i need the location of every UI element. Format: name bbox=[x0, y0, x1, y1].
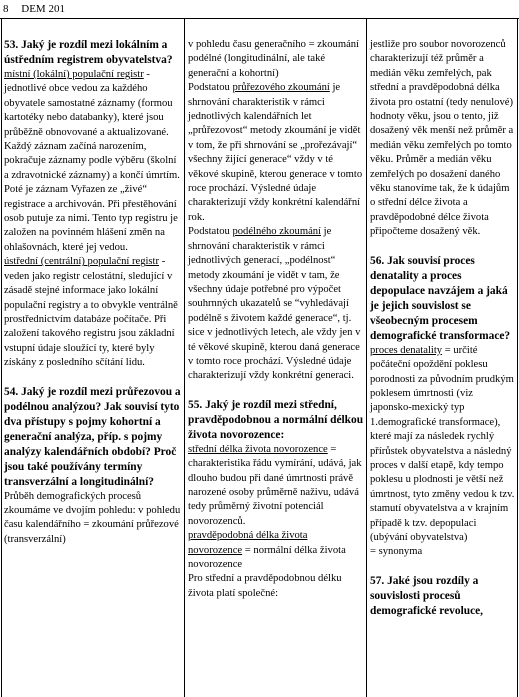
paragraph-continuation: jestliže pro soubor novorozenců charakterizují též průměr a medián věku zemřelých, pak střední a pravděpodobná délka života pro ostatní (tedy nenulové) hodnoty věku, jsou o tento, již dosažený věk menší než průměr a medián věku zemřelých po tomto věku. Průměr a medián věku zemřelých po dosažení daného věku stanovíme tak, že k údajům o střední délce života a pravděpodobné délce života připočteme dosažený věk. bbox=[370, 39, 514, 238]
paragraph-common: Pro střední a pravděpodobnou délku života platí společné: bbox=[188, 573, 342, 599]
paragraph-denatality bbox=[370, 344, 516, 546]
term-longitudinal: podélného zkoumání bbox=[232, 226, 322, 238]
column-divider-2 bbox=[366, 18, 367, 697]
column-divider-1 bbox=[184, 18, 185, 697]
question-53: 53. Jaký je rozdíl mezi lokálním a ústředním registrem obyvatelstva? bbox=[4, 39, 173, 66]
question-54: 54. Jaký je rozdíl mezi průřezovou a podélnou analýzou? Jak souvisí tyto dva přístupy s pojmy kohortní a generační analýza, příp. s pojmy analýzy kalendářních období? Proč jsou také používány termíny transverzální a longitudinální? bbox=[4, 385, 181, 488]
page-title: DEM 201 bbox=[21, 3, 65, 15]
question-56: 56. Jak souvisí proces denatality a proces depopulace navzájem a jaká je jejich souvislost se všeobecným procesem demografické transformace? bbox=[370, 254, 511, 342]
table-border-right bbox=[517, 18, 518, 697]
term-central-registry: ústřední (centrální) populační registr bbox=[4, 256, 160, 268]
text-prefix: Podstatou bbox=[188, 226, 233, 238]
column-2 bbox=[188, 38, 364, 601]
column-1 bbox=[4, 38, 181, 547]
paragraph-life-expectancy bbox=[188, 443, 364, 529]
paragraph-probable-life bbox=[188, 529, 364, 572]
term-probable-life: pravděpodobná délka života novorozence bbox=[188, 530, 308, 556]
text-local-registry: - jednotlivé obce vedou za každého obyvatele samostatné záznamy (formou kartotéky nebo databanky), které jsou průběžně obnovované a aktualizované. Každý záznam začíná narozením, pokračuje záznamy podle výběru (školní a zdravotnické záznamy) a končí úmrtím. Poté je záznam Vyřazen ze „živé“ registrace a archivován. Při přestěhování osob putuje za nimi. Tento typ registru je založen na povinném hlášení změn na ohlašovnách, které jej vedou. bbox=[4, 69, 180, 253]
paragraph-54: Průběh demografických procesů zkoumáme ve dvojím pohledu: v pohledu času kalendářního = zkoumání průřezové (transverzální) bbox=[4, 490, 181, 545]
text-central-registry: - veden jako registr celostátní, sledující v zásadě stejné informace jako lokální populační registry a to obvykle ventrálně prostřednictvím databáze počítače. Při založení takového registru jsou základní vstupní údaje sloužící ty, které byly získány z posledního sčítání lidu. bbox=[4, 256, 178, 369]
paragraph-longitudinal-study bbox=[188, 225, 364, 383]
text-denatality: = určité počáteční opoždění poklesu porodnosti za původním prudkým poklesem úmrtnosti (viz japonsko-mexický typ 1.demografické transformace), které mají za následek rychlý přírůstek obyvatelstva a následný proces v další etapě, kdy tempo poklesu u plodnosti je větší než úmrtnost, tyto změny vedou k tzv. stamutí obyvatelstva a v krajním případě k tzv. depopulaci (ubývání obyvatelstva) bbox=[370, 344, 515, 543]
page-number: 8 bbox=[3, 3, 9, 15]
term-local-registry: místní (lokální) populační registr bbox=[4, 69, 144, 80]
paragraph-central-registry bbox=[4, 255, 181, 370]
header-divider bbox=[0, 18, 519, 19]
paragraph-longitudinal: v pohledu času generačního = zkoumání podélné (longitudinální, ale také generační a kohortní) bbox=[188, 39, 360, 79]
page-header bbox=[3, 3, 75, 15]
paragraph-synonyms: = synonyma bbox=[370, 546, 423, 558]
text-prefix: Podstatou bbox=[188, 82, 233, 94]
paragraph-cross-sectional bbox=[188, 81, 364, 225]
table-border-left bbox=[1, 18, 2, 697]
text-cross-sectional: je shrnování charakteristik v rámci jednotlivých kalendářních let „průřezovost“ metody zkoumání je vidět v tom, že při shrnování se „prořezávají“ všechny žijící generace“ vždy v té věkové skupině, kterou generace v tomto roce prochází. Výsledné údaje charakterizují vždy konkrétní kalendářní rok. bbox=[188, 82, 363, 223]
column-3 bbox=[370, 38, 516, 619]
text-life-expectancy: = charakteristika řádu vymírání, udává, jak dlouho budou při dané úmrtnosti právě narozené osoby průměrně naživu, udává tedy průměrný životní potenciál novorozenců. bbox=[188, 443, 362, 527]
question-57: 57. Jaké jsou rozdíly a souvislosti procesů demografické revoluce, bbox=[370, 574, 484, 617]
term-life-expectancy: střední délka života novorozence bbox=[188, 443, 328, 455]
text-longitudinal: je shrnování charakteristik v rámci jednotlivých generací, „podélnost“ metody zkoumání je vidět v tam, že všechny údaje potřebné pro výpočet souhrnných ukazatelů se “vyhledávají podélně s životem každé generace“, tj. sice v jednotlivých letech, ale vždy jen v té věkové skupině, kterou daná generace v tomto roce prochází. Výsledné údaje charakterizují vždy konkrétní generaci. bbox=[188, 226, 361, 382]
term-cross-sectional: průřezového zkoumání bbox=[232, 82, 330, 94]
question-55: 55. Jaký je rozdíl mezi střední, pravděpodobnou a normální délkou života novorozence: bbox=[188, 398, 364, 441]
text-probable-life: = normální délka života novorozence bbox=[188, 544, 346, 570]
paragraph-local-registry bbox=[4, 68, 181, 255]
term-denatality: proces denatality bbox=[370, 344, 443, 356]
